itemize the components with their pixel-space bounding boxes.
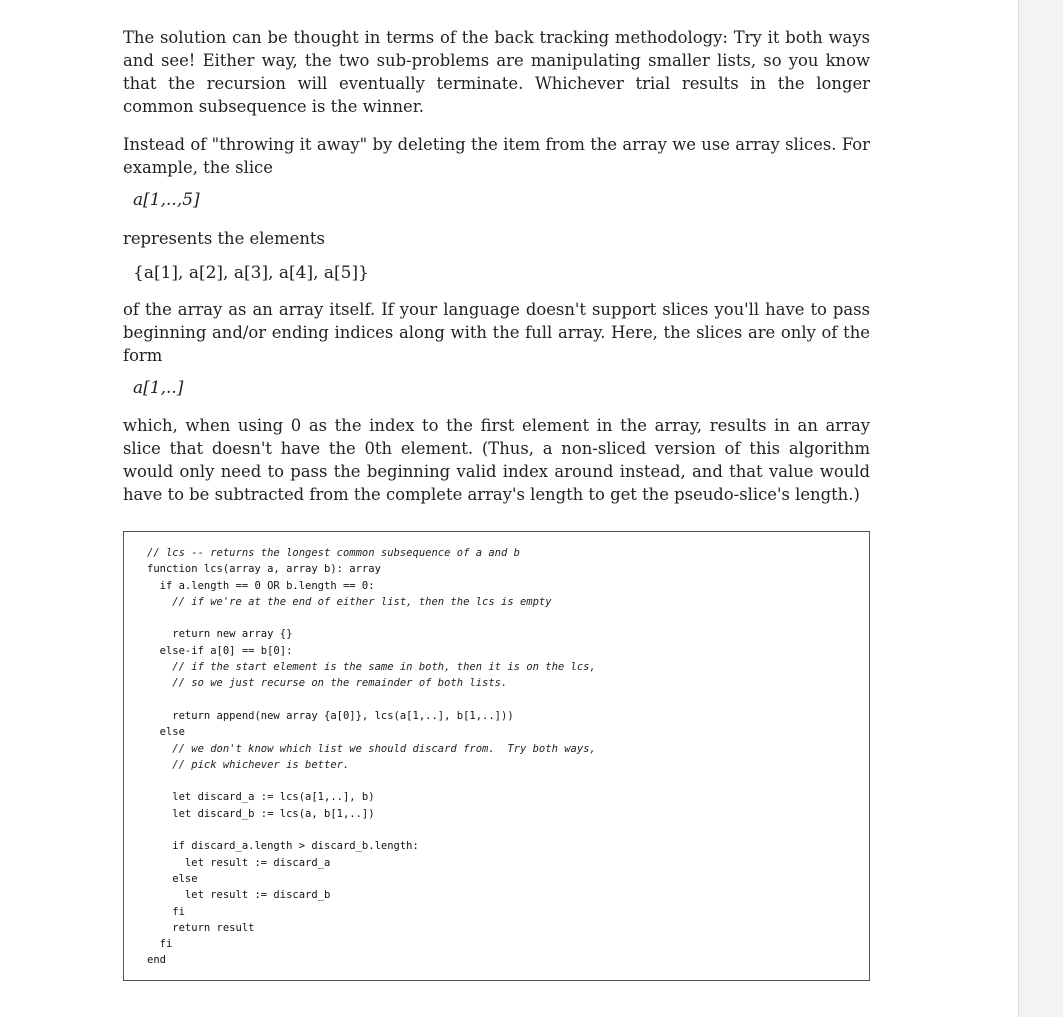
code-line: if a.length == 0 OR b.length == 0: (147, 579, 375, 592)
math-slice-form (133, 377, 183, 400)
paragraph-backtracking: The solution can be thought in terms of the back tracking methodology: Try it both ways and see! Either way, the two sub-problems are manipulating smaller lists, so you know that the recursion will eventually terminate. Whichever trial results in the longer common subsequence is the winner. (123, 28, 870, 116)
code-line: return result (147, 921, 255, 934)
paragraph-array-slices: Instead of "throwing it away" by deleting the item from the array we use array slices. For example, the slice (123, 135, 870, 177)
paragraph-language-support: of the array as an array itself. If your language doesn't support slices you'll have to pass beginning and/or ending indices along with the full array. Here, the slices are only of the form (123, 300, 870, 365)
math-slice-example (133, 189, 200, 212)
code-line: let discard_a := lcs(a[1,..], b) (147, 791, 375, 804)
code-line: // if we're at the end of either list, then the lcs is empty (147, 595, 552, 608)
code-listing (147, 545, 596, 969)
code-line: let result := discard_b (147, 889, 331, 902)
math-slice-form-text: a[1,..] (133, 378, 184, 398)
code-line: else (147, 726, 185, 739)
code-line: // we don't know which list we should discard from. Try both ways, (147, 742, 596, 755)
code-line: function lcs(array a, array b): array (147, 563, 381, 576)
code-line: return append(new array {a[0]}, lcs(a[1,..], b[1,..])) (147, 709, 514, 722)
code-line: // so we just recurse on the remainder of both lists. (147, 677, 508, 690)
code-line: return new array {} (147, 628, 293, 641)
code-line: fi (147, 905, 185, 918)
code-line: // lcs -- returns the longest common subsequence of a and b (147, 547, 520, 559)
paragraph-represents: represents the elements (123, 229, 325, 248)
math-element-set (133, 262, 369, 285)
math-element-set-text: {a[1], a[2], a[3], a[4], a[5]} (133, 263, 369, 283)
paragraph-zero-index: which, when using 0 as the index to the first element in the array, results in an array slice that doesn't have the 0th element. (Thus, a non-sliced version of this algorithm would only need to pass the beginning valid index around instead, and that value would have to be subtracted from the complete array's length to get the pseudo-slice's length.) (123, 416, 870, 504)
code-line: if discard_a.length > discard_b.length: (147, 840, 419, 853)
code-line: // if the start element is the same in both, then it is on the lcs, (147, 661, 596, 674)
code-line: end (147, 954, 166, 967)
code-line: let result := discard_a (147, 856, 331, 869)
right-sidebar (1018, 0, 1063, 1017)
code-block (123, 531, 870, 981)
code-line: let discard_b := lcs(a, b[1,..]) (147, 807, 375, 820)
math-slice-text: a[1,..,5] (133, 190, 200, 210)
code-line: else-if a[0] == b[0]: (147, 644, 293, 657)
code-line: else (147, 872, 198, 885)
code-line: fi (147, 938, 173, 951)
code-line: // pick whichever is better. (147, 758, 350, 771)
